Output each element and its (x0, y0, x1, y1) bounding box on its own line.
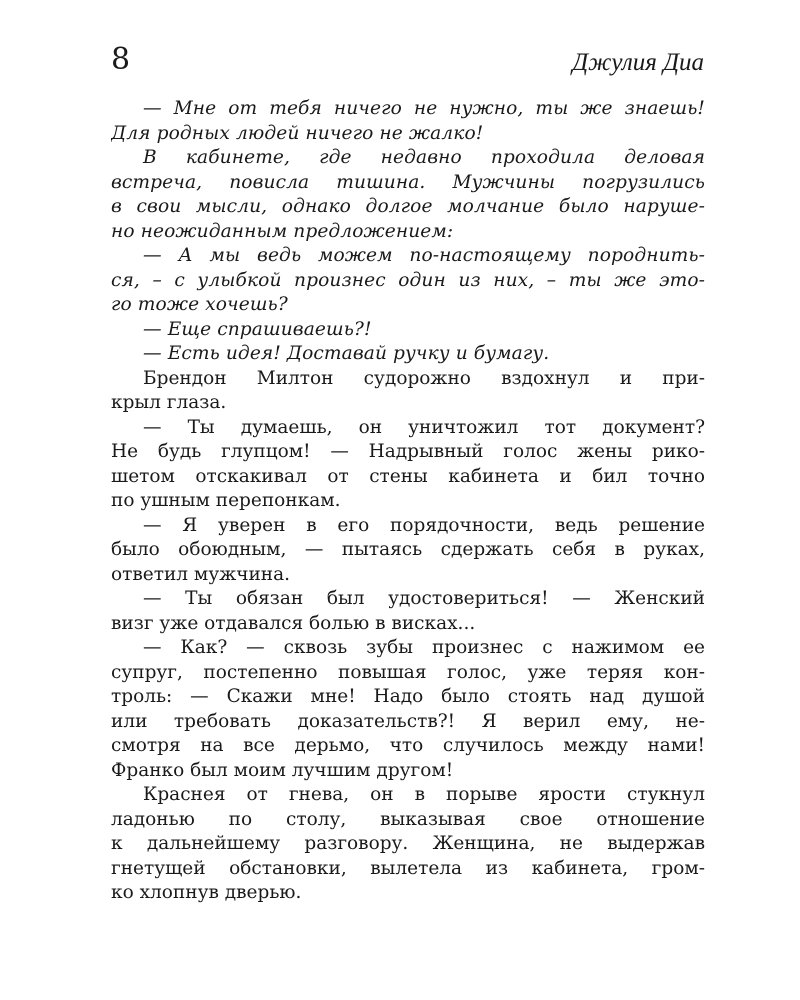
text-line: смотря на все дерьмо, что случилось между нами! (111, 735, 705, 756)
text-line: — Я уверен в его порядочности, ведь решение (143, 514, 705, 536)
text-line: к дальнейшему разговору. Женщина, не выдержав (111, 833, 705, 854)
text-line: ко хлопнув дверью. (111, 882, 302, 903)
text-line: троль: — Скажи мне! Надо было стоять над душой (111, 686, 705, 707)
page-number: 8 (111, 42, 131, 77)
italic-text-line: ся, – с улыбкой произнес один из них, – ты же это- (111, 269, 705, 291)
text-line: Не будь глупцом! — Надрывный голос жены рико- (111, 441, 705, 462)
text-line: визг уже отдавался болью в висках... (111, 612, 476, 634)
italic-text-line: но неожиданным предложением: (111, 220, 454, 242)
text-line: Брендон Милтон судорожно вздохнул и при- (143, 367, 705, 389)
text-line: или требовать доказательств?! Я верил ему, не- (111, 710, 705, 732)
italic-text-line: — Еще спрашиваешь?! (143, 318, 372, 340)
italic-text-line: встреча, повисла тишина. Мужчины погрузились (111, 171, 705, 193)
text-line: было обоюдным, — пытаясь сдержать себя в руках, (111, 539, 705, 560)
italic-text-line: — Мне от тебя ничего не нужно, ты же знаешь! (143, 98, 705, 119)
text-line: — Ты обязан был удостовериться! — Женский (143, 588, 705, 609)
text-line: — Ты думаешь, он уничтожил тот документ? (143, 416, 705, 438)
text-line: Краснея от гнева, он в порыве ярости стукнул (143, 784, 705, 805)
italic-text-line: В кабинете, где недавно проходила деловая (143, 147, 705, 168)
italic-text-line: — Есть идея! Доставай ручку и бумагу. (143, 343, 550, 364)
italic-text-line: — А мы ведь можем по-настоящему породнить- (143, 245, 705, 266)
text-line: супруг, постепенно повышая голос, уже теряя кон- (111, 661, 705, 683)
running-head-author: Джулия Диа (572, 49, 704, 76)
body-text (111, 97, 705, 906)
text-line: Франко был моим лучшим другом! (111, 759, 454, 781)
text-line: ладонью по столу, выказывая свое отношение (111, 808, 705, 830)
text-line: шетом отскакивал от стены кабинета и бил точно (111, 465, 705, 487)
text-line: гнетущей обстановки, вылетела из кабинета, гром- (111, 857, 705, 879)
text-line: крыл глаза. (111, 392, 227, 413)
italic-text-line: в свои мысли, однако долгое молчание было наруше- (111, 196, 705, 217)
text-line: ответил мужчина. (111, 563, 291, 585)
italic-text-line: Для родных людей ничего не жалко! (111, 122, 484, 144)
italic-text-line: го тоже хочешь? (111, 294, 288, 315)
text-line: — Как? — сквозь зубы произнес с нажимом ее (143, 637, 705, 658)
text-line: по ушным перепонкам. (111, 490, 341, 511)
